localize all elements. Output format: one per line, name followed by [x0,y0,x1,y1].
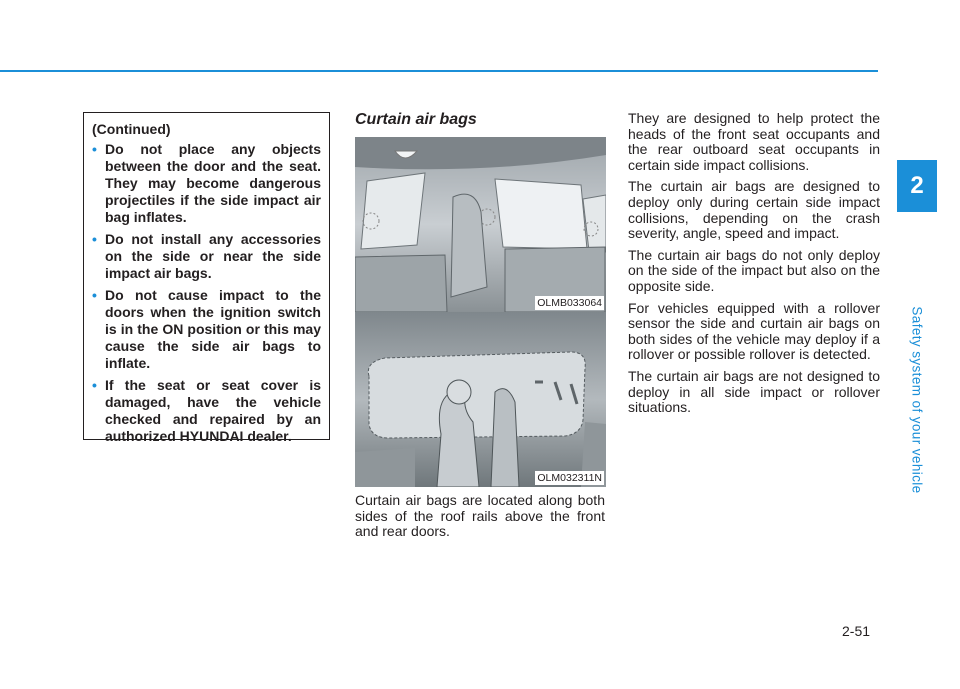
warning-box [83,112,330,444]
bullet-icon: • [92,141,97,157]
warning-list [92,141,321,445]
curtain-airbag-interior-figure [355,137,606,312]
bullet-icon: • [92,377,97,393]
car-interior-illustration [355,137,606,312]
warning-item: • Do not install any accessories on the side or near the side impact air bags. [92,231,321,281]
paragraph: For vehicles equipped with a rollover sensor the side and curtain air bags on both sides of the vehicle may deploy if a rollover or possible rollover is detected. [628,299,880,363]
paragraph: The curtain air bags do not only deploy on the side of the impact but also on the opposite side. [628,246,880,294]
warning-item: • Do not cause impact to the doors when the ignition switch is in the ON position or this may cause the side air bags to inflate. [92,287,321,371]
figure-caption-text: Curtain air bags are located along both sides of the roof rails above the front and rear doors. [355,492,605,540]
right-column [628,111,880,422]
bullet-icon: • [92,231,97,247]
bullet-icon: • [92,287,97,303]
figure-code: OLM032311N [537,472,602,484]
deployed-airbag-illustration [355,312,606,487]
figure-code: OLMB033064 [537,297,602,309]
section-title: Curtain air bags [355,111,477,128]
warning-heading: (Continued) [92,121,171,137]
chapter-title: Safety system of your vehicle [909,306,925,494]
paragraph: The curtain air bags are designed to deploy only during certain side impact collisions, depending on the crash severity, angle, speed and impact. [628,178,880,242]
page-number: 2-51 [842,623,871,639]
chapter-tab: 2 [897,160,937,212]
paragraph: They are designed to help protect the heads of the front seat occupants and the rear outboard seat occupants in certain side impact collisions. [628,110,880,173]
warning-item: • If the seat or seat cover is damaged, have the vehicle checked and repaired by an authorized HYUNDAI dealer. [92,377,321,444]
warning-item: • Do not place any objects between the door and the seat. They may become dangerous projectiles if the side impact air bag inflates. [92,141,321,225]
curtain-airbag-deployed-figure [355,312,606,487]
header-rule [0,70,878,72]
paragraph: The curtain air bags are not designed to deploy in all side impact or rollover situations. [628,367,880,416]
